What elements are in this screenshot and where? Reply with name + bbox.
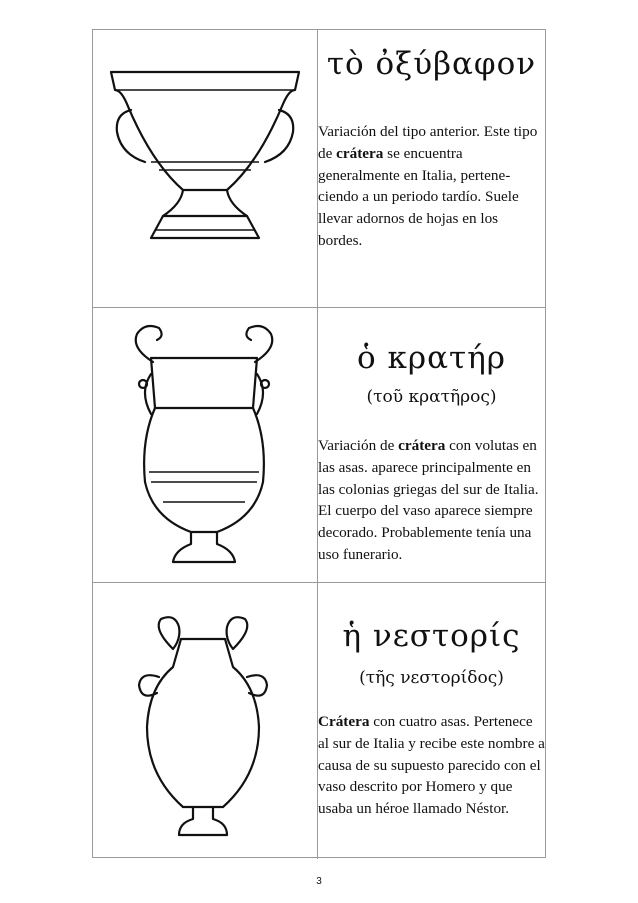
page-number: 3: [316, 876, 322, 887]
illustration-cell: [93, 308, 318, 582]
card-genitive: (τοῦ κρατῆρος): [366, 387, 497, 407]
card-genitive: (τῆς νεστορίδος): [359, 668, 504, 688]
card-oxybaphon: [93, 30, 545, 307]
volute-krater-drawing: [129, 322, 279, 570]
card-description: Variación del tipo anterior. Este tipo de crátera se encuentra generalmente en Italia, pertene-ciendo a un periodo tardío. Suele llevar adornos de hojas en los bordes.: [318, 123, 538, 249]
crater-term: Crátera: [318, 713, 370, 730]
card-description: Crátera con cuatro asas. Pertenece al sur de Italia y recibe este nombre a causa de su supuesto parecido con el vaso descrito por Homero y que usaba un héroe llamado Néstor.: [318, 713, 545, 818]
card-title: ἡ νεστορίς: [342, 618, 521, 654]
card-sheet: [92, 29, 546, 858]
text-cell: [318, 583, 545, 859]
card-nestoris: [93, 582, 545, 859]
text-cell: [318, 308, 545, 582]
illustration-cell: [93, 583, 318, 859]
crater-term: crátera: [336, 144, 384, 162]
card-description: Variación de crátera con volutas en las asas. aparece principalmente en las colonias griegas del sur de Italia. El cuerpo del vaso aparece siempre decorado. Probablemente tenía una uso funerario.: [318, 437, 539, 563]
card-krater: [93, 307, 545, 582]
nestoris-drawing: [133, 609, 273, 843]
crater-term: crátera: [398, 437, 446, 454]
card-title: ὁ κρατήρ: [357, 340, 506, 376]
bell-krater-drawing: [107, 62, 303, 276]
illustration-cell: [93, 30, 318, 307]
text-cell: [318, 30, 545, 307]
card-title: τὸ ὀξύβαφον: [326, 46, 537, 82]
